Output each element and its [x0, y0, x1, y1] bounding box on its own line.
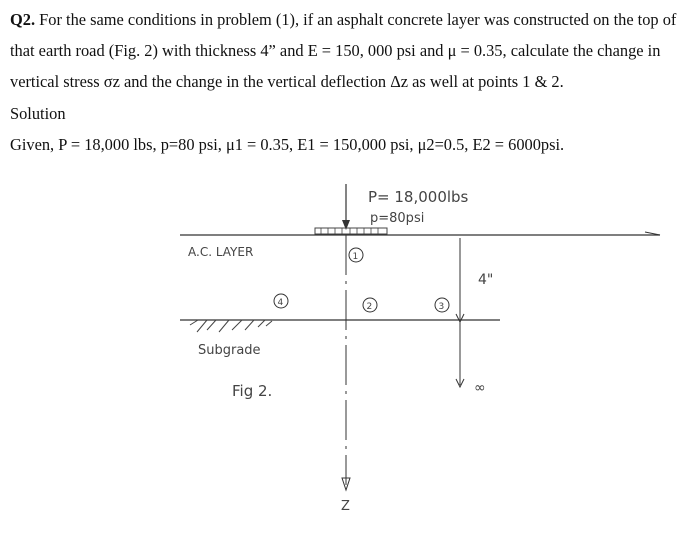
- infinity-label: ∞: [474, 380, 486, 396]
- point-2-label: 2: [366, 302, 373, 312]
- ac-layer-label: A.C. LAYER: [188, 245, 254, 259]
- axis-label: Z: [341, 499, 350, 514]
- figure-2-diagram: [0, 160, 700, 535]
- pressure-label: p=80psi: [370, 211, 425, 226]
- point-4-label: 4: [277, 298, 284, 308]
- subgrade-hatch: [190, 320, 272, 332]
- question-label: Q2.: [10, 10, 36, 29]
- figure-caption: Fig 2.: [232, 382, 273, 400]
- question-block: [10, 4, 694, 97]
- question-paragraph: [10, 4, 694, 97]
- load-label: P= 18,000lbs: [368, 188, 469, 206]
- question-text: For the same conditions in problem (1), if an asphalt concrete layer was constructed on the top of that earth road (Fig. 2) with thickness 4” and E = 150, 000 psi and μ = 0.35, calculate the change in vertical stress σz and the change in the vertical deflection Δz as well at points 1 & 2.: [10, 10, 677, 91]
- point-3-label: 3: [438, 302, 445, 312]
- subgrade-label: Subgrade: [198, 343, 261, 358]
- solution-heading: Solution: [10, 104, 66, 123]
- loading-plate: [315, 228, 387, 234]
- plate-hatching: [321, 228, 378, 234]
- point-1-label: 1: [352, 252, 359, 262]
- thickness-label: 4": [478, 272, 494, 288]
- given-values: Given, P = 18,000 lbs, p=80 psi, μ1 = 0.35, E1 = 150,000 psi, μ2=0.5, E2 = 6000psi.: [10, 135, 565, 154]
